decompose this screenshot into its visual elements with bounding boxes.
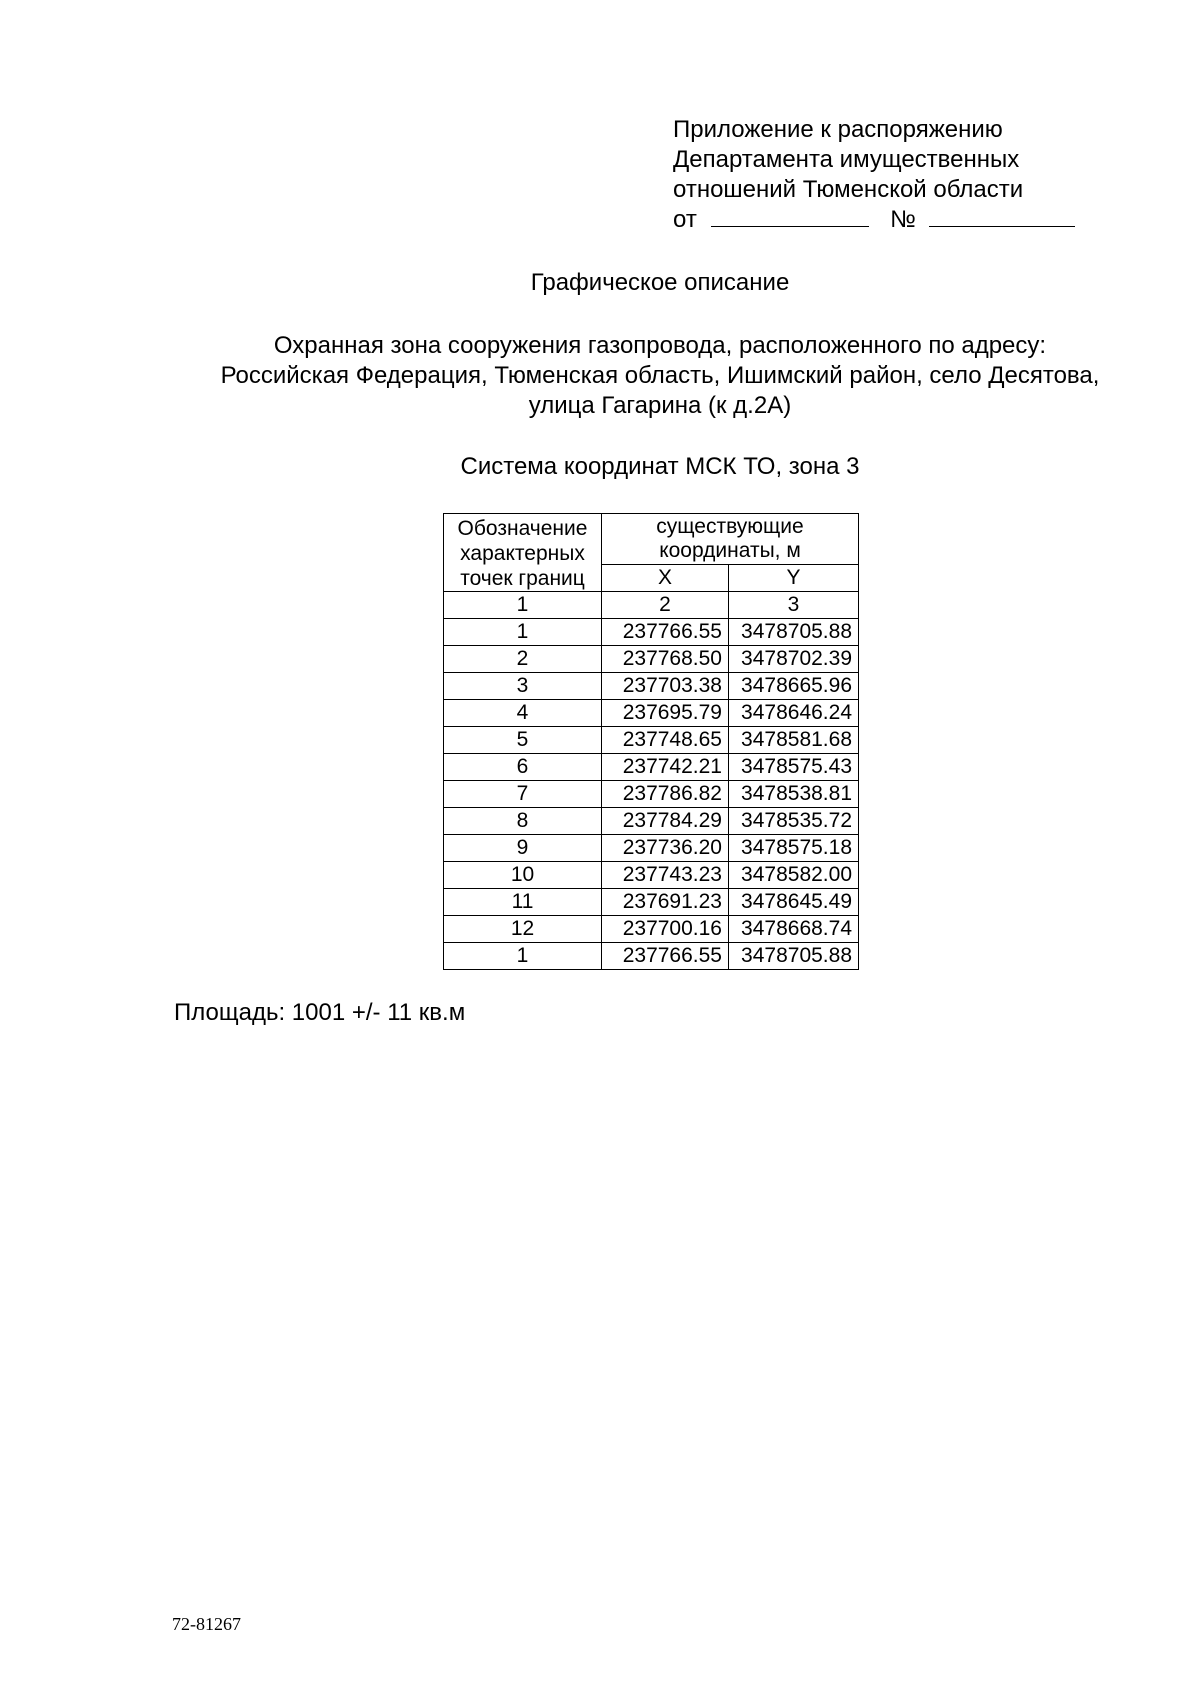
cell-y: 3478702.39 [729, 646, 859, 673]
cell-x: 237703.38 [602, 673, 729, 700]
table-row [444, 943, 859, 970]
cell-y: 3478665.96 [729, 673, 859, 700]
table-row [444, 646, 859, 673]
header-y: Y [729, 565, 859, 592]
cell-y: 3478582.00 [729, 862, 859, 889]
cell-x: 237743.23 [602, 862, 729, 889]
header-points-line-2: характерных [460, 542, 585, 565]
header-coords [602, 514, 859, 565]
number-blank [929, 206, 1075, 227]
subject-line-3: улица Гагарина (к д.2А) [528, 392, 792, 419]
cell-point: 3 [444, 673, 602, 700]
cell-x: 237691.23 [602, 889, 729, 916]
subject-line-2: Российская Федерация, Тюменская область, Ишимский район, село Десятова, [220, 362, 1100, 389]
cell-y: 3478581.68 [729, 727, 859, 754]
cell-x: 237786.82 [602, 781, 729, 808]
cell-x: 237768.50 [602, 646, 729, 673]
approval-line-2: Департамента имущественных [673, 146, 1020, 173]
table-row [444, 916, 859, 943]
cell-x: 237695.79 [602, 700, 729, 727]
table-row [444, 727, 859, 754]
header-coords-line-1: существующие [656, 515, 804, 538]
cell-point: 11 [444, 889, 602, 916]
cell-y: 3478646.24 [729, 700, 859, 727]
cell-point: 5 [444, 727, 602, 754]
cell-point: 8 [444, 808, 602, 835]
approval-block [673, 115, 1075, 235]
column-number-2: 2 [602, 592, 729, 619]
cell-y: 3478645.49 [729, 889, 859, 916]
column-number-1: 1 [444, 592, 602, 619]
date-blank [711, 206, 869, 227]
header-x: X [602, 565, 729, 592]
table-row [444, 781, 859, 808]
table-row [444, 700, 859, 727]
cell-y: 3478535.72 [729, 808, 859, 835]
cell-point: 9 [444, 835, 602, 862]
header-points-line-3: точек границ [460, 567, 585, 590]
cell-y: 3478538.81 [729, 781, 859, 808]
coordinates-table [443, 513, 859, 970]
cell-x: 237784.29 [602, 808, 729, 835]
cell-point: 7 [444, 781, 602, 808]
table-row [444, 673, 859, 700]
header-coords-line-2: координаты, м [659, 539, 801, 562]
header-points-line-1: Обозначение [457, 517, 588, 540]
footer-code: 72-81267 [172, 1614, 241, 1634]
header-points [444, 514, 602, 592]
cell-x: 237700.16 [602, 916, 729, 943]
cell-y: 3478575.43 [729, 754, 859, 781]
cell-y: 3478705.88 [729, 619, 859, 646]
approval-line-3: отношений Тюменской области [673, 176, 1024, 203]
area-text: Площадь: 1001 +/- 11 кв.м [174, 999, 466, 1026]
column-number-3: 3 [729, 592, 859, 619]
cell-x: 237766.55 [602, 943, 729, 970]
cell-point: 10 [444, 862, 602, 889]
table-row [444, 619, 859, 646]
cell-point: 6 [444, 754, 602, 781]
cell-point: 4 [444, 700, 602, 727]
cell-point: 1 [444, 619, 602, 646]
table-row [444, 835, 859, 862]
cell-point: 1 [444, 943, 602, 970]
cell-point: 2 [444, 646, 602, 673]
cell-y: 3478705.88 [729, 943, 859, 970]
approval-date-number-line [673, 205, 1075, 235]
cell-y: 3478575.18 [729, 835, 859, 862]
cell-x: 237742.21 [602, 754, 729, 781]
table-row [444, 862, 859, 889]
number-label: № [890, 206, 916, 233]
table-row [444, 754, 859, 781]
cell-y: 3478668.74 [729, 916, 859, 943]
document-title: Графическое описание [530, 269, 790, 296]
cell-point: 12 [444, 916, 602, 943]
subject-line-1: Охранная зона сооружения газопровода, расположенного по адресу: [273, 332, 1047, 359]
table-row [444, 889, 859, 916]
from-label: от [673, 206, 697, 233]
cell-x: 237736.20 [602, 835, 729, 862]
cell-x: 237766.55 [602, 619, 729, 646]
cell-x: 237748.65 [602, 727, 729, 754]
approval-line-1: Приложение к распоряжению [673, 116, 1003, 143]
table-row [444, 808, 859, 835]
coordinate-system: Система координат МСК ТО, зона 3 [460, 453, 860, 480]
